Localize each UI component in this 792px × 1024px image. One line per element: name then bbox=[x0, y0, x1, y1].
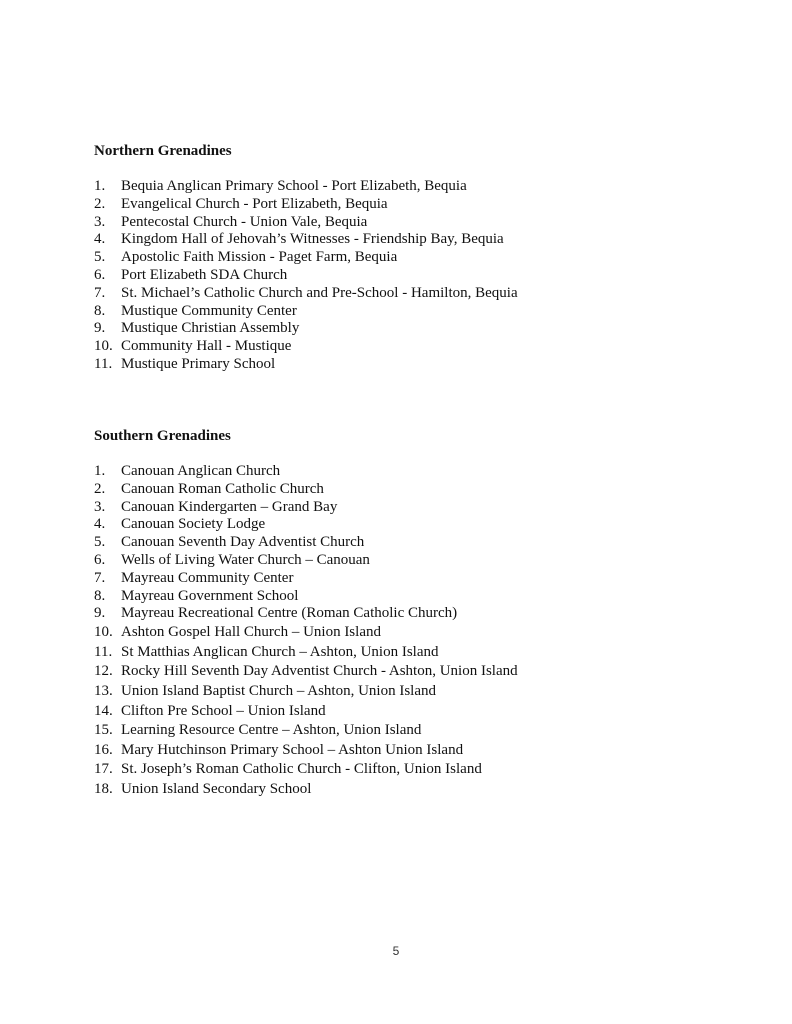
list-item-number: 14. bbox=[94, 702, 113, 719]
list-item bbox=[94, 570, 518, 588]
list-item-number: 9. bbox=[94, 605, 106, 622]
list-item-text: Learning Resource Centre – Ashton, Union Island bbox=[121, 722, 422, 739]
list-item bbox=[94, 285, 518, 303]
list-item-text: Canouan Roman Catholic Church bbox=[121, 480, 324, 497]
list-item-number: 15. bbox=[94, 722, 113, 739]
list-item bbox=[94, 249, 518, 267]
list-item-text: Kingdom Hall of Jehovah’s Witnesses - Friendship Bay, Bequia bbox=[121, 231, 504, 248]
list-item-number: 2. bbox=[94, 480, 106, 497]
list-item-text: Mary Hutchinson Primary School – Ashton Union Island bbox=[121, 741, 464, 758]
list-item-text: Evangelical Church - Port Elizabeth, Bequia bbox=[121, 195, 388, 212]
list-item bbox=[94, 481, 518, 499]
list-item-text: Clifton Pre School – Union Island bbox=[121, 702, 326, 719]
list-item-text: St. Michael’s Catholic Church and Pre-School - Hamilton, Bequia bbox=[121, 284, 518, 301]
section-southern-grenadines bbox=[94, 427, 518, 800]
list-item-text: Mustique Christian Assembly bbox=[121, 320, 300, 337]
list-item-number: 2. bbox=[94, 195, 106, 212]
list-item-number: 11. bbox=[94, 643, 113, 660]
list-item bbox=[94, 338, 518, 356]
page-number: 5 bbox=[392, 944, 400, 958]
list-item bbox=[94, 196, 518, 214]
list-item bbox=[94, 463, 518, 481]
list-item bbox=[94, 303, 518, 321]
list-item bbox=[94, 214, 518, 232]
list-item-number: 3. bbox=[94, 213, 106, 230]
list-item-number: 6. bbox=[94, 551, 106, 568]
list-item bbox=[94, 623, 518, 643]
list-item-number: 12. bbox=[94, 663, 113, 680]
list-item-number: 10. bbox=[94, 338, 113, 355]
list-item-number: 7. bbox=[94, 284, 106, 301]
list-item-text: Community Hall - Mustique bbox=[121, 338, 292, 355]
list-item-number: 11. bbox=[94, 355, 113, 372]
list-item bbox=[94, 356, 518, 374]
list-item-number: 5. bbox=[94, 249, 106, 266]
list-item-text: Port Elizabeth SDA Church bbox=[121, 266, 288, 283]
list-item-text: Rocky Hill Seventh Day Adventist Church - Ashton, Union Island bbox=[121, 663, 518, 680]
list-item-number: 8. bbox=[94, 302, 106, 319]
list-item-number: 8. bbox=[94, 587, 106, 604]
list-item-text: Union Island Secondary School bbox=[121, 780, 312, 797]
list-item bbox=[94, 552, 518, 570]
list-item-number: 5. bbox=[94, 534, 106, 551]
list-item bbox=[94, 267, 518, 285]
list-item bbox=[94, 320, 518, 338]
list-item bbox=[94, 178, 518, 196]
list-item-number: 17. bbox=[94, 761, 113, 778]
list-item bbox=[94, 741, 518, 761]
list-item bbox=[94, 643, 518, 663]
list-item bbox=[94, 702, 518, 722]
section-heading: Northern Grenadines bbox=[94, 143, 232, 159]
list-item-text: Canouan Seventh Day Adventist Church bbox=[121, 534, 365, 551]
list-item bbox=[94, 499, 518, 517]
list-item bbox=[94, 231, 518, 249]
list-item-number: 18. bbox=[94, 780, 113, 797]
section-heading: Southern Grenadines bbox=[94, 428, 231, 444]
list-item-number: 3. bbox=[94, 498, 106, 515]
list-item-text: Mayreau Community Center bbox=[121, 569, 294, 586]
site-list bbox=[94, 178, 518, 374]
list-item bbox=[94, 760, 518, 780]
list-item-number: 4. bbox=[94, 231, 106, 248]
list-item-text: Union Island Baptist Church – Ashton, Union Island bbox=[121, 682, 436, 699]
list-item-text: Ashton Gospel Hall Church – Union Island bbox=[121, 624, 381, 641]
list-item bbox=[94, 780, 518, 800]
list-item bbox=[94, 682, 518, 702]
list-item-text: Canouan Society Lodge bbox=[121, 516, 266, 533]
list-item-text: Mayreau Government School bbox=[121, 587, 299, 604]
list-item-text: Mustique Community Center bbox=[121, 302, 297, 319]
list-item-text: Mustique Primary School bbox=[121, 355, 276, 372]
list-item-text: Pentecostal Church - Union Vale, Bequia bbox=[121, 213, 368, 230]
list-item bbox=[94, 588, 518, 606]
list-item bbox=[94, 534, 518, 552]
section-northern-grenadines bbox=[94, 142, 518, 374]
list-item-number: 9. bbox=[94, 320, 106, 337]
list-item-text: Mayreau Recreational Centre (Roman Catholic Church) bbox=[121, 605, 458, 622]
list-item bbox=[94, 662, 518, 682]
list-item-text: Bequia Anglican Primary School - Port Elizabeth, Bequia bbox=[121, 178, 467, 194]
list-item-text: Canouan Anglican Church bbox=[121, 463, 281, 479]
list-item-number: 7. bbox=[94, 569, 106, 586]
list-item-text: Wells of Living Water Church – Canouan bbox=[121, 551, 370, 568]
list-item-number: 16. bbox=[94, 741, 113, 758]
list-item-number: 1. bbox=[94, 463, 106, 479]
list-item-number: 6. bbox=[94, 266, 106, 283]
list-item-text: Apostolic Faith Mission - Paget Farm, Bequia bbox=[121, 249, 398, 266]
list-item bbox=[94, 721, 518, 741]
list-item-number: 10. bbox=[94, 624, 113, 641]
list-item-text: St. Joseph’s Roman Catholic Church - Clifton, Union Island bbox=[121, 761, 482, 778]
list-item-text: St Matthias Anglican Church – Ashton, Union Island bbox=[121, 643, 439, 660]
list-item bbox=[94, 605, 518, 623]
list-item bbox=[94, 516, 518, 534]
list-item-text: Canouan Kindergarten – Grand Bay bbox=[121, 498, 338, 515]
list-item-number: 4. bbox=[94, 516, 106, 533]
site-list bbox=[94, 463, 518, 800]
list-item-number: 1. bbox=[94, 178, 106, 194]
list-item-number: 13. bbox=[94, 682, 113, 699]
